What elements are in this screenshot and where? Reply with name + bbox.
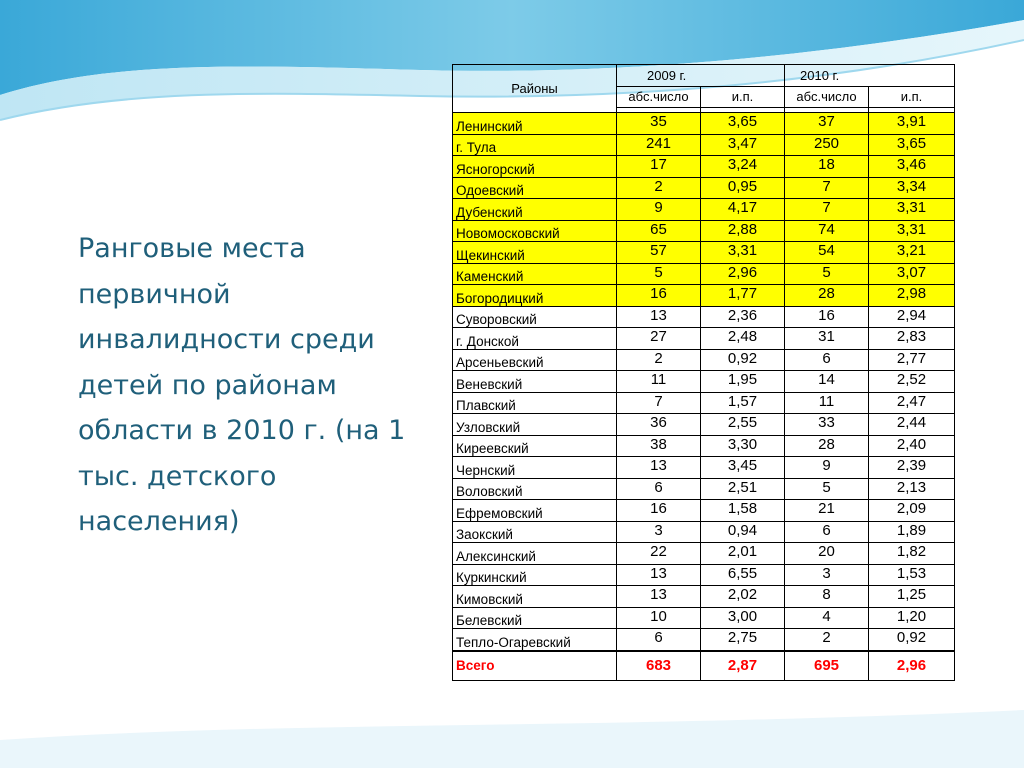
disability-rank-table [452, 64, 955, 681]
abs-2009: 17 [617, 156, 701, 178]
ip-2009: 2,02 [701, 586, 785, 608]
district-name: Ясногорский [453, 156, 617, 178]
table-row [453, 586, 955, 608]
abs-2009: 13 [617, 457, 701, 479]
district-name: Новомосковский [453, 220, 617, 242]
ip-2009: 2,51 [701, 478, 785, 500]
ip-2009: 6,55 [701, 564, 785, 586]
table-row [453, 500, 955, 522]
district-name: Алексинский [453, 543, 617, 565]
total-abs-2010: 695 [785, 651, 869, 681]
ip-2010: 2,40 [869, 435, 955, 457]
district-name: Чернский [453, 457, 617, 479]
abs-2010: 28 [785, 285, 869, 307]
abs-2009: 241 [617, 134, 701, 156]
ip-2010: 3,07 [869, 263, 955, 285]
ip-2009: 3,45 [701, 457, 785, 479]
ip-2010: 2,39 [869, 457, 955, 479]
abs-2009: 9 [617, 199, 701, 221]
abs-2010: 9 [785, 457, 869, 479]
table-row [453, 263, 955, 285]
table-row [453, 220, 955, 242]
abs-2009: 16 [617, 500, 701, 522]
ip-2009: 0,94 [701, 521, 785, 543]
table-body [453, 113, 955, 651]
footer-wave-decoration [0, 700, 1024, 768]
district-name: Богородицкий [453, 285, 617, 307]
table-row [453, 629, 955, 651]
abs-2010: 74 [785, 220, 869, 242]
ip-2009: 2,75 [701, 629, 785, 651]
table-row [453, 414, 955, 436]
header-year-2009: 2009 г. [617, 65, 785, 87]
district-name: Заокский [453, 521, 617, 543]
ip-2010: 2,09 [869, 500, 955, 522]
ip-2010: 2,98 [869, 285, 955, 307]
ip-2010: 1,20 [869, 607, 955, 629]
district-name: Ефремовский [453, 500, 617, 522]
abs-2009: 36 [617, 414, 701, 436]
abs-2010: 11 [785, 392, 869, 414]
district-name: Щекинский [453, 242, 617, 264]
ip-2010: 3,65 [869, 134, 955, 156]
abs-2010: 250 [785, 134, 869, 156]
district-name: Кимовский [453, 586, 617, 608]
total-abs-2009: 683 [617, 651, 701, 681]
abs-2009: 35 [617, 113, 701, 135]
abs-2009: 13 [617, 306, 701, 328]
ip-2009: 3,31 [701, 242, 785, 264]
abs-2010: 7 [785, 199, 869, 221]
abs-2009: 6 [617, 629, 701, 651]
district-name: Воловский [453, 478, 617, 500]
ip-2009: 1,77 [701, 285, 785, 307]
ip-2009: 4,17 [701, 199, 785, 221]
total-row [453, 651, 955, 681]
table-row [453, 285, 955, 307]
ip-2010: 0,92 [869, 629, 955, 651]
ip-2009: 3,24 [701, 156, 785, 178]
district-name: Суворовский [453, 306, 617, 328]
ip-2010: 2,44 [869, 414, 955, 436]
abs-2010: 37 [785, 113, 869, 135]
ip-2009: 3,65 [701, 113, 785, 135]
district-name: г. Донской [453, 328, 617, 350]
ip-2009: 1,58 [701, 500, 785, 522]
abs-2009: 3 [617, 521, 701, 543]
table-row [453, 543, 955, 565]
ip-2010: 1,53 [869, 564, 955, 586]
ip-2010: 2,77 [869, 349, 955, 371]
header-rayony: Районы [453, 65, 617, 113]
total-label: Всего [453, 651, 617, 681]
abs-2010: 21 [785, 500, 869, 522]
abs-2010: 5 [785, 263, 869, 285]
table-row [453, 457, 955, 479]
header-ip-2010: и.п. [869, 86, 955, 108]
abs-2009: 6 [617, 478, 701, 500]
ip-2009: 3,00 [701, 607, 785, 629]
ip-2010: 1,89 [869, 521, 955, 543]
district-name: Тепло-Огаревский [453, 629, 617, 651]
ip-2010: 1,82 [869, 543, 955, 565]
abs-2009: 22 [617, 543, 701, 565]
ip-2009: 0,92 [701, 349, 785, 371]
abs-2010: 18 [785, 156, 869, 178]
ip-2010: 3,46 [869, 156, 955, 178]
ip-2010: 3,34 [869, 177, 955, 199]
ip-2009: 2,96 [701, 263, 785, 285]
ip-2009: 0,95 [701, 177, 785, 199]
ip-2010: 2,52 [869, 371, 955, 393]
ip-2010: 3,91 [869, 113, 955, 135]
abs-2010: 6 [785, 349, 869, 371]
abs-2010: 5 [785, 478, 869, 500]
table-row [453, 199, 955, 221]
table-row [453, 564, 955, 586]
slide-title: Ранговые места первичной инвалидности среди детей по районам области в 2010 г. (на 1 тыс. детского населения) [78, 233, 406, 537]
district-name: г. Тула [453, 134, 617, 156]
table-row [453, 371, 955, 393]
table-row [453, 306, 955, 328]
ip-2010: 3,21 [869, 242, 955, 264]
abs-2009: 2 [617, 177, 701, 199]
ip-2009: 3,30 [701, 435, 785, 457]
ip-2010: 1,25 [869, 586, 955, 608]
ip-2010: 2,94 [869, 306, 955, 328]
abs-2010: 3 [785, 564, 869, 586]
abs-2009: 13 [617, 586, 701, 608]
district-name: Узловский [453, 414, 617, 436]
table-row [453, 349, 955, 371]
abs-2009: 27 [617, 328, 701, 350]
abs-2010: 6 [785, 521, 869, 543]
abs-2009: 13 [617, 564, 701, 586]
table-row [453, 113, 955, 135]
table-row [453, 607, 955, 629]
ip-2010: 2,47 [869, 392, 955, 414]
abs-2009: 65 [617, 220, 701, 242]
table-row [453, 242, 955, 264]
district-name: Арсеньевский [453, 349, 617, 371]
abs-2010: 20 [785, 543, 869, 565]
header-abs-2010: абс.число [785, 86, 869, 108]
total-ip-2009: 2,87 [701, 651, 785, 681]
ip-2009: 1,95 [701, 371, 785, 393]
abs-2009: 7 [617, 392, 701, 414]
abs-2009: 57 [617, 242, 701, 264]
abs-2009: 11 [617, 371, 701, 393]
ip-2009: 2,36 [701, 306, 785, 328]
table-row [453, 435, 955, 457]
ip-2009: 2,55 [701, 414, 785, 436]
abs-2010: 8 [785, 586, 869, 608]
district-name: Куркинский [453, 564, 617, 586]
ip-2010: 2,13 [869, 478, 955, 500]
abs-2010: 7 [785, 177, 869, 199]
ip-2010: 2,83 [869, 328, 955, 350]
header-abs-2009: абс.число [617, 86, 701, 108]
table-row [453, 478, 955, 500]
abs-2010: 33 [785, 414, 869, 436]
ip-2009: 3,47 [701, 134, 785, 156]
district-name: Ленинский [453, 113, 617, 135]
district-name: Плавский [453, 392, 617, 414]
header-year-2010: 2010 г. [785, 65, 955, 87]
ip-2009: 2,01 [701, 543, 785, 565]
ip-2009: 1,57 [701, 392, 785, 414]
ip-2010: 3,31 [869, 220, 955, 242]
ip-2009: 2,88 [701, 220, 785, 242]
abs-2010: 14 [785, 371, 869, 393]
abs-2010: 4 [785, 607, 869, 629]
table-row [453, 134, 955, 156]
district-name: Одоевский [453, 177, 617, 199]
table-row [453, 177, 955, 199]
district-name: Веневский [453, 371, 617, 393]
total-ip-2010: 2,96 [869, 651, 955, 681]
table-row [453, 521, 955, 543]
abs-2010: 54 [785, 242, 869, 264]
district-name: Дубенский [453, 199, 617, 221]
table-row [453, 392, 955, 414]
district-name: Киреевский [453, 435, 617, 457]
ip-2010: 3,31 [869, 199, 955, 221]
ip-2009: 2,48 [701, 328, 785, 350]
abs-2009: 2 [617, 349, 701, 371]
table-row [453, 156, 955, 178]
abs-2010: 28 [785, 435, 869, 457]
header-ip-2009: и.п. [701, 86, 785, 108]
abs-2010: 16 [785, 306, 869, 328]
district-name: Белевский [453, 607, 617, 629]
abs-2009: 16 [617, 285, 701, 307]
district-name: Каменский [453, 263, 617, 285]
abs-2010: 31 [785, 328, 869, 350]
table-row [453, 328, 955, 350]
abs-2010: 2 [785, 629, 869, 651]
abs-2009: 38 [617, 435, 701, 457]
abs-2009: 5 [617, 263, 701, 285]
abs-2009: 10 [617, 607, 701, 629]
